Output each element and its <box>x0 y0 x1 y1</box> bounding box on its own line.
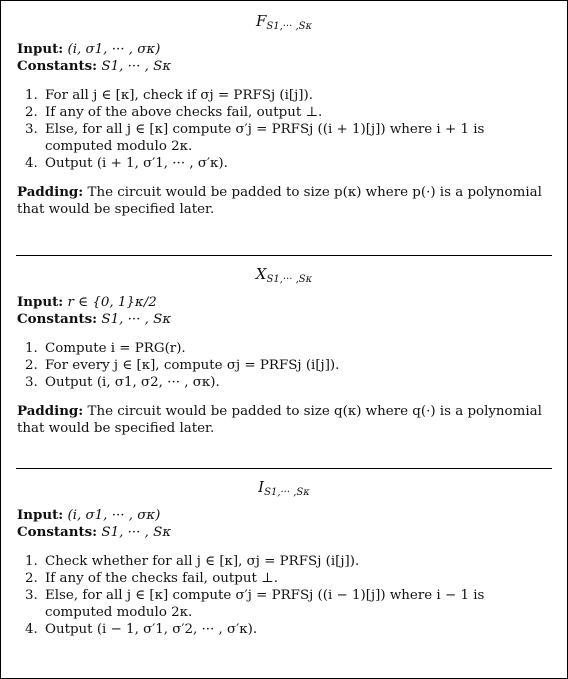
step-text: Else, for all j ∈ [κ] compute σ′j = PRFSj ((i − 1)[j]) where i − 1 is computed modulo 2κ. <box>45 588 485 620</box>
section-x-constants-label: Constants: <box>17 311 98 327</box>
list-item <box>17 570 551 587</box>
section-f-constants <box>17 58 551 75</box>
step-text: Output (i + 1, σ′1, ··· , σ′κ). <box>45 156 228 171</box>
list-item <box>17 587 551 621</box>
list-item <box>17 621 551 638</box>
section-x-title-sub: S1,··· ,Sκ <box>266 274 313 285</box>
section-x-constants-value: S1, ··· , Sκ <box>101 312 172 327</box>
section-x-steps <box>17 340 551 391</box>
section-x-constants <box>17 311 551 328</box>
section-x <box>17 256 551 468</box>
section-f-input <box>17 41 551 58</box>
step-number: 2. <box>25 358 38 373</box>
list-item <box>17 104 551 121</box>
section-f-padding <box>17 184 551 218</box>
step-number: 3. <box>25 122 38 137</box>
step-number: 3. <box>25 588 38 603</box>
step-number: 2. <box>25 105 38 120</box>
section-i-input <box>17 507 551 524</box>
section-x-padding-label: Padding: <box>17 403 84 419</box>
section-f-steps <box>17 87 551 172</box>
section-i-constants <box>17 524 551 541</box>
section-i <box>17 469 551 638</box>
section-i-steps <box>17 553 551 638</box>
list-item <box>17 155 551 172</box>
list-item <box>17 340 551 357</box>
section-i-title-main: I <box>258 478 265 496</box>
list-item <box>17 357 551 374</box>
section-i-title <box>17 477 551 497</box>
step-number: 4. <box>25 156 38 171</box>
step-number: 4. <box>25 622 38 637</box>
section-i-constants-value: S1, ··· , Sκ <box>101 525 172 540</box>
step-text: Compute i = PRG(r). <box>45 341 186 356</box>
step-text: For every j ∈ [κ], compute σj = PRFSj (i[j]). <box>45 358 340 373</box>
step-text: Output (i − 1, σ′1, σ′2, ··· , σ′κ). <box>45 622 258 637</box>
section-x-padding <box>17 403 551 437</box>
section-f-constants-label: Constants: <box>17 58 98 74</box>
section-i-title-sub: S1,··· ,Sκ <box>264 487 310 498</box>
section-i-constants-label: Constants: <box>17 524 98 540</box>
section-f-title-main: F <box>255 12 267 30</box>
step-text: Check whether for all j ∈ [κ], σj = PRFSj (i[j]). <box>45 554 360 569</box>
step-text: For all j ∈ [κ], check if σj = PRFSj (i[j]). <box>45 88 313 103</box>
step-number: 1. <box>25 554 38 569</box>
section-x-title <box>17 264 551 284</box>
step-text: If any of the above checks fail, output ⊥. <box>45 105 323 120</box>
section-f-constants-value: S1, ··· , Sκ <box>101 59 172 74</box>
section-x-padding-text: The circuit would be padded to size q(κ) where q(·) is a polynomial that would be specified later. <box>17 404 542 436</box>
section-x-title-main: X <box>255 265 267 283</box>
section-f <box>17 11 551 255</box>
section-x-input <box>17 294 551 311</box>
section-f-title-sub: S1,··· ,Sκ <box>266 21 313 32</box>
section-f-title <box>17 11 551 31</box>
step-text: If any of the checks fail, output ⊥. <box>45 571 278 586</box>
list-item <box>17 553 551 570</box>
list-item <box>17 121 551 155</box>
section-f-input-label: Input: <box>17 41 64 57</box>
step-number: 1. <box>25 341 38 356</box>
section-i-input-value: (i, σ1, ··· , σκ) <box>67 508 161 523</box>
step-number: 3. <box>25 375 38 390</box>
section-f-input-value: (i, σ1, ··· , σκ) <box>67 42 161 57</box>
list-item <box>17 374 551 391</box>
section-x-input-label: Input: <box>17 294 64 310</box>
section-i-input-label: Input: <box>17 507 64 523</box>
list-item <box>17 87 551 104</box>
section-f-padding-text: The circuit would be padded to size p(κ) where p(·) is a polynomial that would be specified later. <box>17 185 542 217</box>
step-text: Else, for all j ∈ [κ] compute σ′j = PRFSj ((i + 1)[j]) where i + 1 is computed modulo 2κ. <box>45 122 485 154</box>
step-number: 1. <box>25 88 38 103</box>
section-f-padding-label: Padding: <box>17 184 84 200</box>
section-x-input-value: r ∈ {0, 1}κ/2 <box>67 295 157 310</box>
step-number: 2. <box>25 571 38 586</box>
step-text: Output (i, σ1, σ2, ··· , σκ). <box>45 375 220 390</box>
